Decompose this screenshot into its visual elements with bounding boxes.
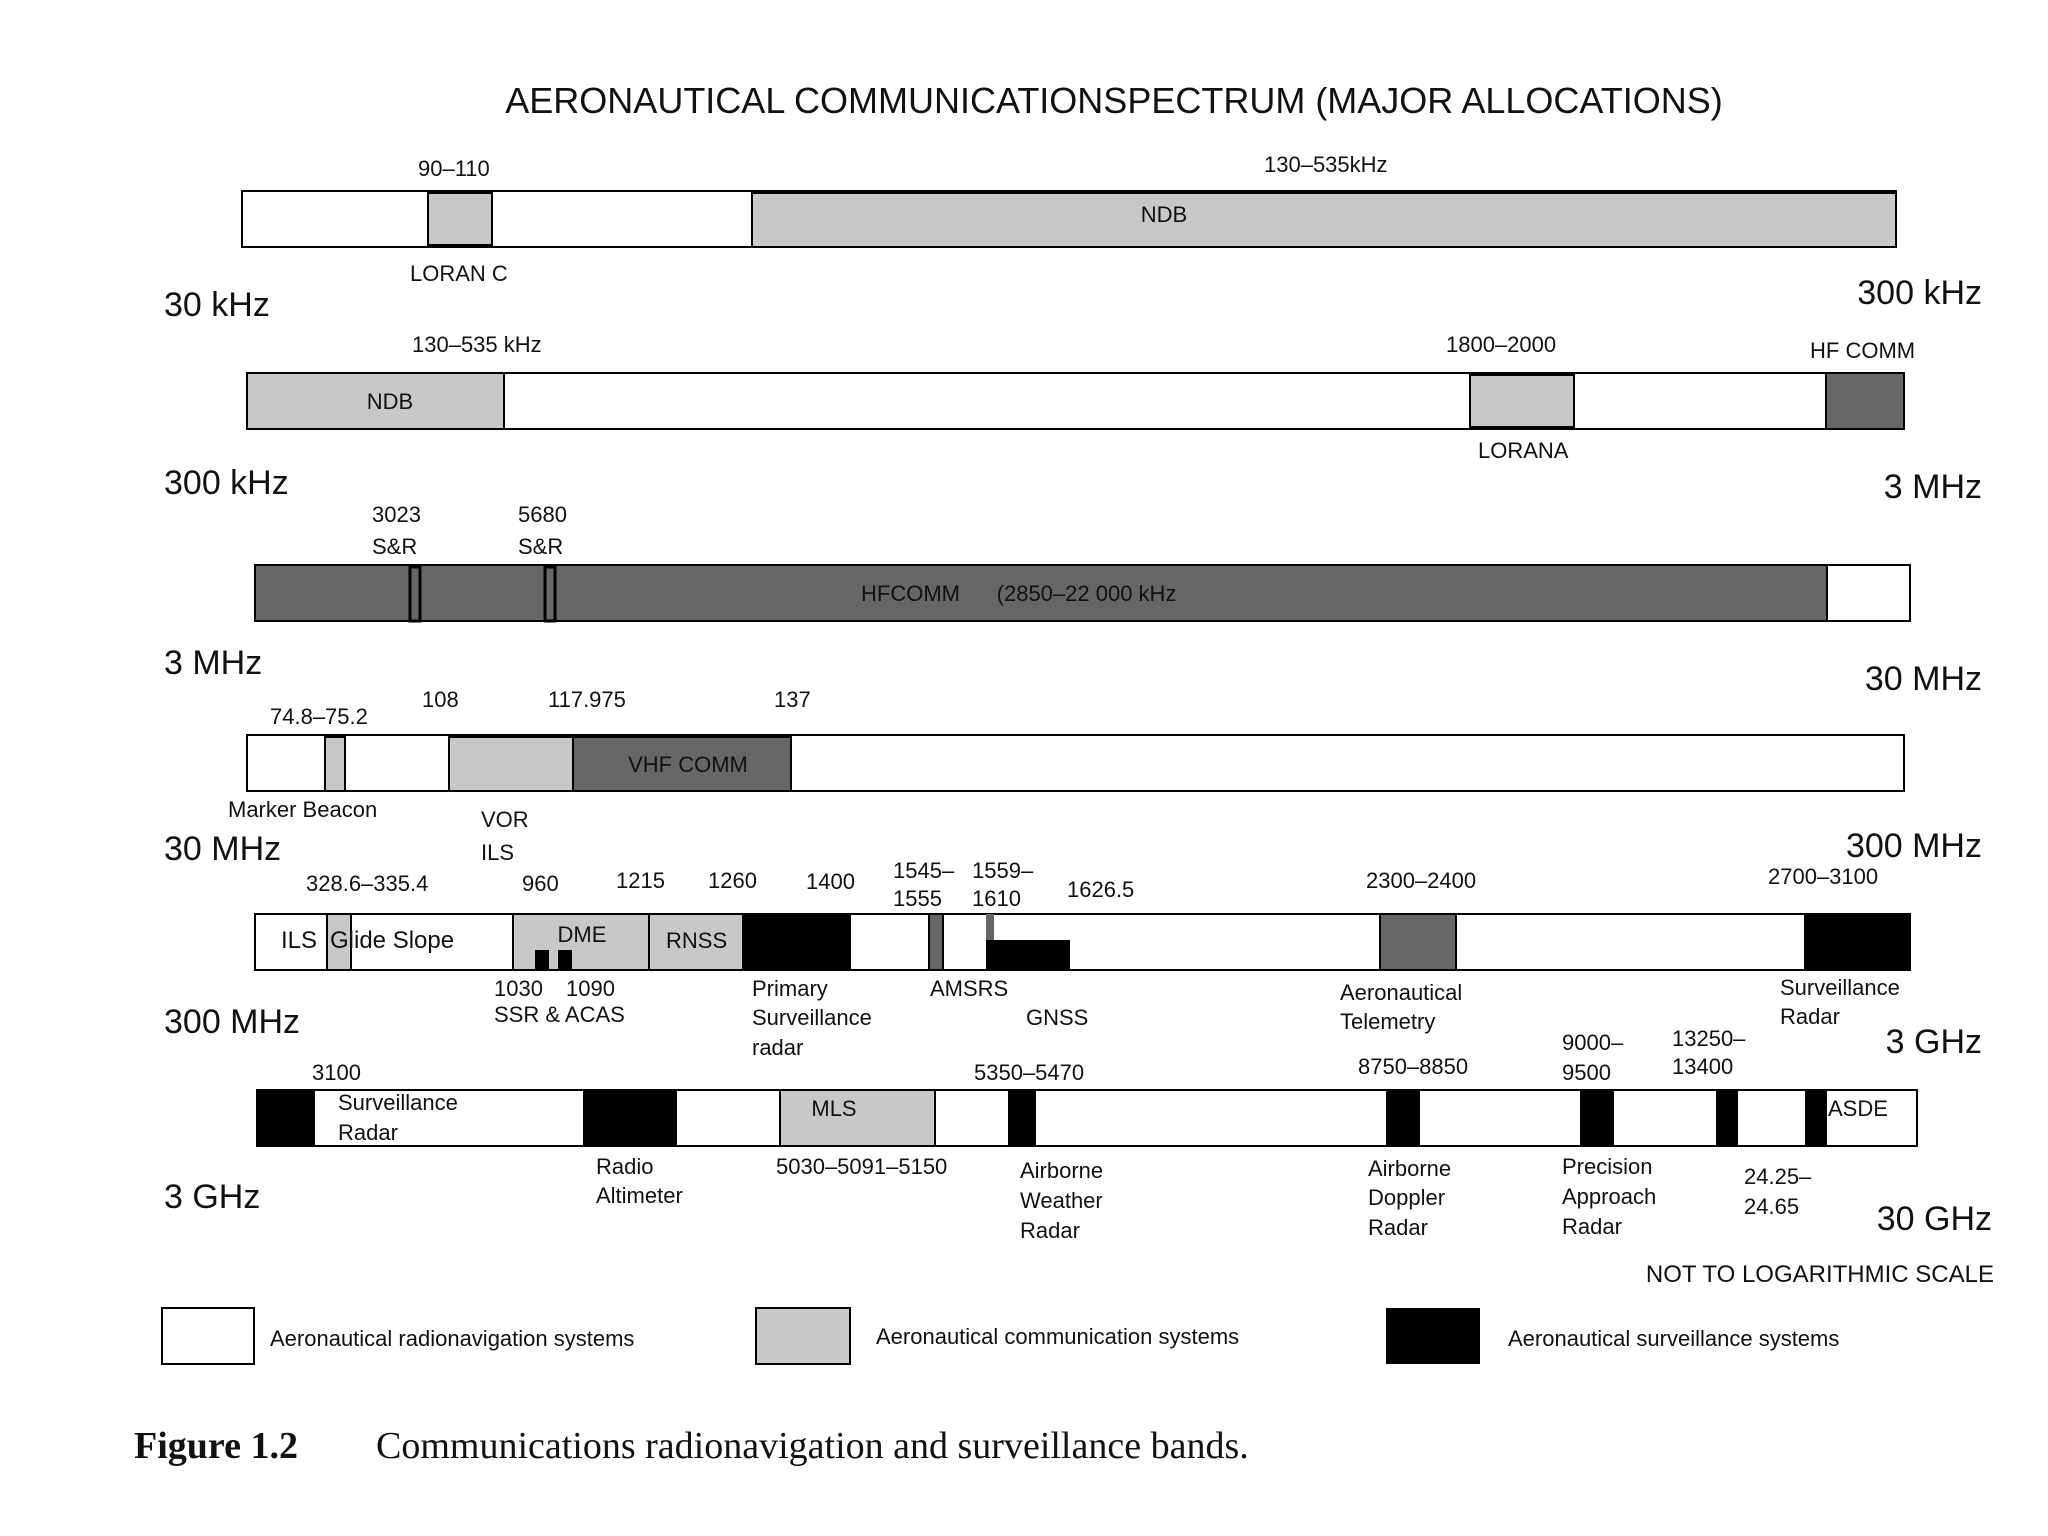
hfcomm-label: HFCOMM (2850–22 000 kHz (861, 581, 1177, 606)
dme-label: DME (557, 922, 607, 947)
system-label: Airborne (1368, 1156, 1452, 1181)
system-label: Radio (596, 1154, 654, 1179)
band-bar (255, 914, 1910, 970)
legend-label: Aeronautical surveillance systems (1508, 1326, 1840, 1351)
airborne-doppler-radar-band (1386, 1090, 1420, 1146)
sar-3023-band (410, 567, 420, 621)
range-label: 117.975 (548, 687, 626, 712)
asde-band (1805, 1090, 1827, 1146)
row-30khz-300khz (164, 152, 1982, 324)
range-label: 13250– (1672, 1026, 1746, 1051)
range-label: 9500 (1562, 1060, 1611, 1085)
asde-label: ASDE (1828, 1096, 1888, 1121)
row-30mhz-300mhz (164, 687, 1982, 868)
row-3ghz-30ghz (164, 1026, 1992, 1243)
mls-band (780, 1090, 935, 1146)
vhf-comm-label: VHF COMM (628, 752, 748, 777)
range-label: 3023 (372, 502, 421, 527)
range-label: 1626.5 (1067, 877, 1135, 902)
legend-swatch-radionavigation (162, 1308, 254, 1364)
end-frequency: 30 MHz (1864, 660, 1982, 698)
system-label: Radar (338, 1120, 398, 1145)
hf-comm-band (1826, 373, 1904, 429)
rnss-label: RNSS (666, 928, 728, 953)
system-label: Airborne (1020, 1158, 1104, 1183)
end-frequency: 30 GHz (1876, 1200, 1992, 1238)
end-frequency: 3 MHz (1883, 468, 1982, 506)
ndb-label: NDB (366, 389, 414, 414)
range-label: 1090 (566, 976, 615, 1001)
range-label: 24.25– (1744, 1164, 1812, 1189)
surveillance-radar-band (1804, 914, 1910, 970)
system-label: LORAN C (410, 261, 508, 286)
range-label: 13400 (1672, 1054, 1734, 1079)
amsrs-band (929, 914, 943, 970)
surveillance-radar-band (257, 1090, 315, 1146)
system-label: Precision (1562, 1154, 1653, 1179)
precision-approach-radar-band (1580, 1090, 1614, 1146)
start-frequency: 30 MHz (164, 830, 282, 868)
system-label: Altimeter (596, 1183, 683, 1208)
radio-altimeter-band (583, 1090, 677, 1146)
system-label: radar (752, 1035, 804, 1060)
system-label: ILS (481, 840, 515, 865)
range-label: 1545– (893, 858, 955, 883)
diagram-title: AERONAUTICAL COMMUNICATIONSPECTRUM (MAJOR ALLOCATIONS) (505, 80, 1723, 121)
range-label: 90–110 (418, 156, 490, 181)
system-label: SSR & ACAS (494, 1002, 625, 1027)
range-label: 5680 (518, 502, 567, 527)
legend-label: Aeronautical radionavigation systems (270, 1326, 635, 1351)
lorana-band (1470, 375, 1574, 427)
range-label: 1610 (972, 886, 1021, 911)
figure-number: Figure 1.2 (134, 1425, 298, 1467)
band-bar (257, 1090, 1917, 1146)
system-label: Radar (1562, 1214, 1622, 1239)
range-label: 8750–8850 (1358, 1054, 1469, 1079)
acas-1090-band (558, 950, 572, 970)
range-label: 2300–2400 (1366, 868, 1477, 893)
range-label: 130–535kHz (1264, 152, 1388, 177)
range-label: 328.6–335.4 (306, 871, 429, 896)
loran-c-band (428, 193, 492, 245)
band-13250-13400 (1716, 1090, 1738, 1146)
start-frequency: 300 kHz (164, 464, 289, 502)
system-label: Weather (1020, 1188, 1103, 1213)
mls-label: MLS (811, 1096, 857, 1121)
legend-swatch-surveillance (1386, 1308, 1480, 1364)
range-label: 1555 (893, 886, 942, 911)
system-label: Radar (1020, 1218, 1080, 1243)
range-label: 1215 (616, 868, 665, 893)
ndb-band (752, 193, 1896, 247)
range-label: 74.8–75.2 (270, 704, 368, 729)
range-label: 1260 (708, 868, 757, 893)
legend-swatch-communication (756, 1308, 850, 1364)
system-label: HF COMM (1810, 338, 1916, 363)
range-label: 9000– (1562, 1030, 1624, 1055)
system-label: Approach (1562, 1184, 1657, 1209)
scale-note: NOT TO LOGARITHMIC SCALE (1645, 1261, 1994, 1288)
range-label: 5030–5091–5150 (776, 1154, 948, 1179)
system-label: S&R (518, 534, 564, 559)
system-label: AMSRS (930, 976, 1009, 1001)
system-label: Radar (1780, 1004, 1840, 1029)
system-label: Primary (752, 976, 828, 1001)
airborne-weather-radar-band (1008, 1090, 1036, 1146)
range-label: 1400 (806, 869, 855, 894)
system-label: VOR (481, 807, 529, 832)
sar-5680-band (545, 567, 555, 621)
range-label: 137 (774, 687, 811, 712)
start-frequency: 3 GHz (164, 1178, 261, 1216)
system-label: LORANA (1478, 438, 1569, 463)
range-label: 1559– (972, 858, 1034, 883)
system-label: Glide Slope (330, 927, 455, 954)
system-label: Surveillance (752, 1005, 872, 1030)
range-label: 1030 (494, 976, 543, 1001)
vor-ils-band (449, 737, 573, 791)
system-label: ILS (281, 927, 318, 954)
range-label: 2700–3100 (1768, 864, 1879, 889)
system-label: GNSS (1026, 1005, 1089, 1030)
range-label: 5350–5470 (974, 1060, 1085, 1085)
system-label: Radar (1368, 1215, 1428, 1240)
system-label: Surveillance (338, 1090, 458, 1115)
range-label: 960 (522, 871, 559, 896)
range-label: 1800–2000 (1446, 332, 1557, 357)
system-label: Marker Beacon (228, 797, 378, 822)
legend (162, 1308, 1839, 1364)
start-frequency: 3 MHz (164, 644, 263, 682)
row-300khz-3mhz (164, 332, 1982, 506)
start-frequency: 300 MHz (164, 1003, 301, 1041)
figure-caption (134, 1425, 1249, 1467)
start-frequency: 30 kHz (164, 286, 270, 324)
system-label: Doppler (1368, 1185, 1446, 1210)
ndb-label: NDB (1140, 202, 1188, 227)
telemetry-band (1380, 914, 1456, 970)
gnss-marker (986, 914, 994, 942)
system-label: Aeronautical (1340, 980, 1463, 1005)
system-label: Telemetry (1340, 1009, 1436, 1034)
range-label: 130–535 kHz (412, 332, 542, 357)
range-label: 24.65 (1744, 1194, 1800, 1219)
row-3mhz-30mhz (164, 502, 1982, 698)
end-frequency: 300 MHz (1845, 827, 1982, 865)
range-label: 108 (422, 687, 459, 712)
legend-label: Aeronautical communication systems (876, 1324, 1240, 1349)
range-label: 3100 (312, 1060, 361, 1085)
ssr-1030-band (535, 950, 549, 970)
system-label: Surveillance (1780, 975, 1900, 1000)
end-frequency: 3 GHz (1885, 1023, 1982, 1061)
primary-radar-band (743, 914, 851, 970)
end-frequency: 300 kHz (1857, 274, 1982, 312)
system-label: S&R (372, 534, 418, 559)
figure-caption-text: Communications radionavigation and surveillance bands. (376, 1425, 1249, 1467)
gnss-band (986, 940, 1070, 970)
marker-beacon-band (325, 737, 345, 791)
